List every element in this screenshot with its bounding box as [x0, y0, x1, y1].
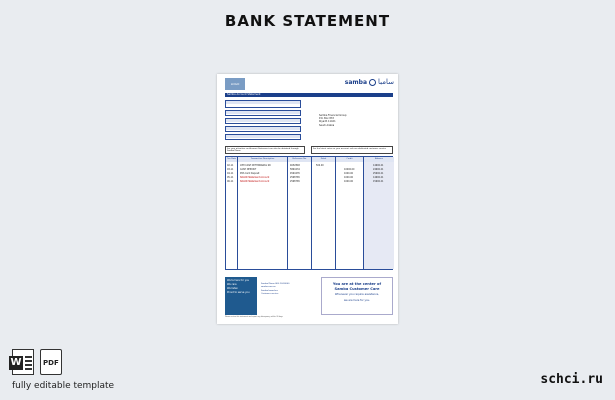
statement-title-bar: Samba Account Statement [225, 93, 393, 97]
row-reference: 4652848 [290, 164, 300, 167]
header-date: Txn Date [226, 158, 237, 160]
header-credit: Credit [336, 157, 364, 162]
row-balance: 24600.21 [373, 168, 384, 171]
row-balance: 25600.21 [373, 172, 384, 175]
word-line [25, 364, 32, 366]
contact-line: Samba branches [261, 289, 278, 292]
period-field [225, 126, 301, 132]
row-description: SOLOR Statement Account [240, 176, 270, 179]
promo-line: We care [227, 283, 237, 286]
note-right: For the latest rates on your account, ask our dedicated customer service [311, 146, 393, 154]
row-credit: 1000.00 [344, 180, 354, 183]
row-credit: 1000.00 [344, 172, 354, 175]
pdf-document-icon[interactable] [40, 349, 62, 375]
logo-placeholder: LOGO [225, 78, 245, 90]
contact-line: Samba Phone 800 124 8000 [261, 283, 290, 285]
contact-line: samba.com.sa [261, 286, 276, 289]
row-credit: 10000.00 [344, 168, 355, 171]
promo-line: We listen [227, 287, 238, 290]
care-text-line: we are here for you. [343, 299, 371, 302]
brand-logo [345, 78, 394, 86]
row-balance: 14600.21 [373, 176, 384, 179]
row-date: 05-11 [227, 176, 234, 179]
bank-address [319, 114, 347, 127]
word-document-icon[interactable] [12, 349, 34, 375]
format-icons [12, 349, 62, 375]
account-number-field [225, 118, 301, 124]
row-date: 02-11 [227, 164, 234, 167]
brand-name-arabic: سامبا [378, 78, 394, 86]
page-title: BANK STATEMENT [224, 12, 391, 30]
column-debit [312, 162, 336, 269]
promo-line: We're here for you [227, 279, 250, 282]
row-reference: 5864234 [290, 168, 300, 171]
address-line: Saudi Arabia [319, 123, 335, 127]
word-line [25, 360, 32, 362]
customer-care-box [321, 277, 393, 315]
site-watermark: schci.ru [540, 372, 603, 387]
row-debit: 500.00 [316, 164, 324, 167]
date-range-field [225, 134, 301, 140]
row-description: CASH DEPOSIT [240, 168, 257, 171]
header-debit: Debit [312, 157, 336, 162]
row-description: ATM CASH WITHDRAWAL SR [240, 164, 271, 167]
account-name-field [225, 100, 301, 108]
transactions-table [225, 156, 393, 270]
care-heading-line: You are at the center of [332, 282, 382, 286]
care-heading-line: Samba Customer Care [334, 286, 380, 291]
care-text-line: Whenever you require assistance, [334, 293, 380, 296]
header-description: Transaction Description [238, 157, 288, 162]
address-line: Riyadh 11421 [319, 120, 336, 124]
row-date: 03-11 [227, 168, 234, 171]
row-credit: 1000.00 [344, 176, 354, 179]
editable-template-label: fully editable template [12, 381, 115, 391]
row-reference: 4564235 [290, 172, 300, 175]
word-letter: W [10, 357, 22, 368]
brand-mark-icon [369, 79, 376, 86]
promo-line: Proud to serve you [227, 291, 250, 294]
row-balance: 15600.21 [373, 180, 384, 183]
contact-list [259, 277, 319, 315]
customer-name-field [225, 110, 301, 116]
address-line: Samba Financial Group [319, 114, 347, 117]
address-line: P.O. Box 833 [319, 117, 334, 121]
row-reference: 2568765 [290, 180, 300, 183]
contact-line: Customer service [261, 292, 279, 295]
row-date: 06-11 [227, 180, 234, 183]
header-balance: Balance [364, 157, 394, 162]
row-description: SOLOR Statement Account [240, 180, 270, 183]
statement-footnote: Please review this statement and report any discrepancy within 30 days. [225, 317, 284, 318]
note-left: For your attention, an Account Statement can also be obtained through Samba Phone [225, 146, 305, 154]
statement-document [217, 74, 398, 324]
header-reference: Reference No. [288, 157, 312, 162]
row-date: 04-11 [227, 172, 234, 175]
row-reference: 2568765 [290, 176, 300, 179]
pdf-label: PDF [43, 359, 59, 367]
row-description: POS Card Deposit [240, 172, 260, 175]
word-line [25, 368, 32, 370]
word-line [25, 356, 32, 358]
brand-name: samba [344, 78, 367, 86]
row-balance: 14600.21 [373, 164, 384, 167]
promo-banner [225, 277, 257, 315]
